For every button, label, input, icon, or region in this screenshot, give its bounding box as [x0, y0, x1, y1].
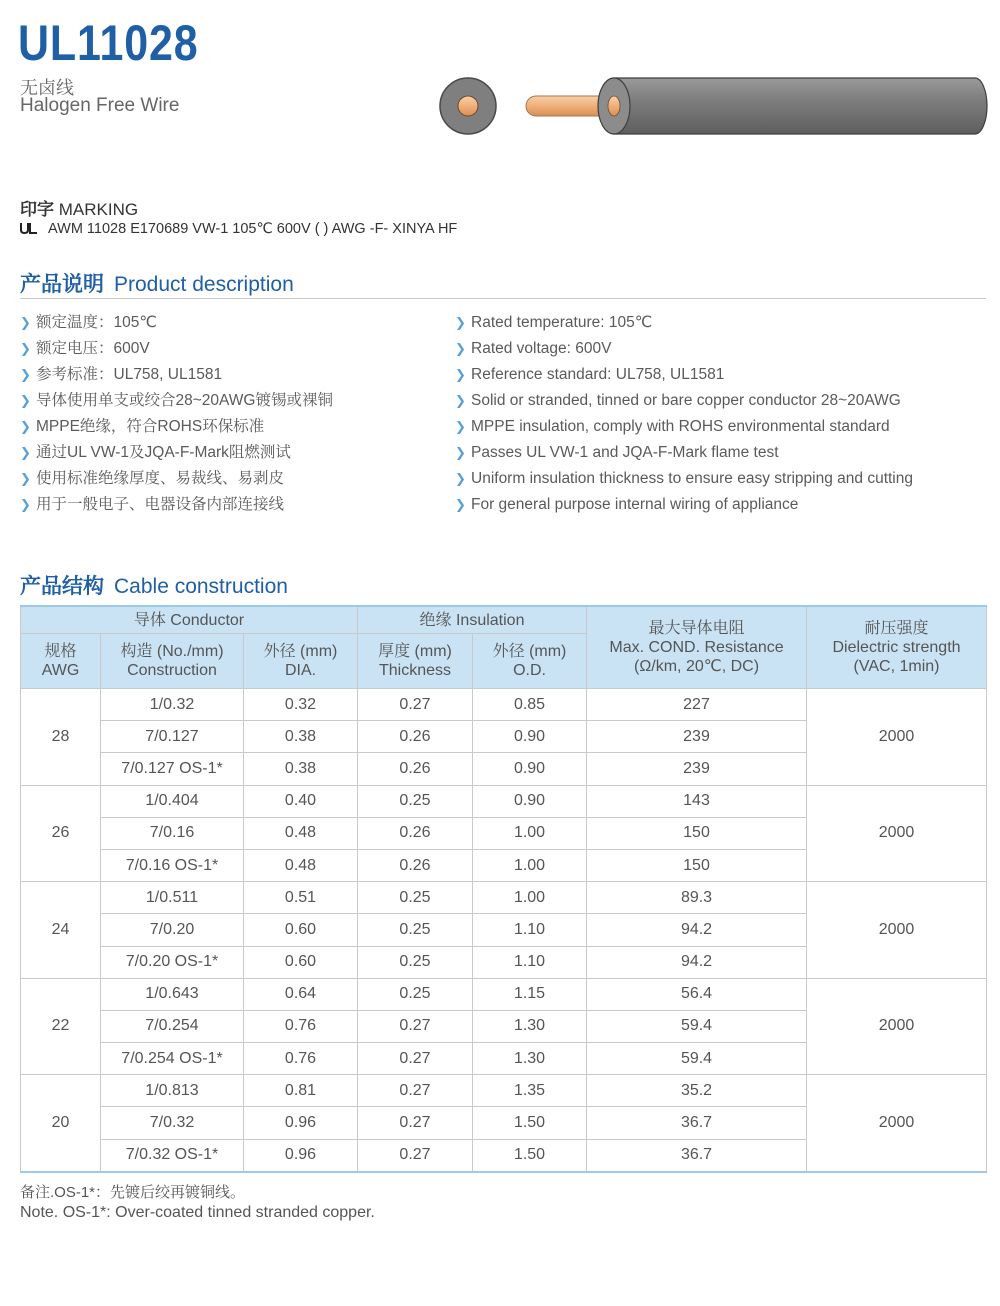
- cell-resistance: 239: [587, 753, 807, 785]
- cell-dia: 0.48: [244, 817, 358, 849]
- description-text: Solid or stranded, tinned or bare copper conductor 28~20AWG: [471, 392, 901, 409]
- chevron-right-icon: ❯: [20, 367, 31, 382]
- cell-dielectric: 2000: [807, 689, 987, 786]
- cell-construction: 1/0.32: [101, 689, 244, 721]
- cell-resistance: 59.4: [587, 1043, 807, 1075]
- cell-od: 1.50: [473, 1139, 587, 1172]
- description-item: [455, 466, 913, 492]
- header-od-en: O.D.: [513, 662, 546, 679]
- cell-dia: 0.60: [244, 946, 358, 978]
- chevron-right-icon: ❯: [455, 497, 466, 512]
- description-text: Uniform insulation thickness to ensure easy stripping and cutting: [471, 470, 913, 487]
- header-conductor: 导体 Conductor: [21, 606, 358, 634]
- cell-dielectric: 2000: [807, 978, 987, 1075]
- cell-thickness: 0.25: [358, 978, 473, 1010]
- header-insulation: 绝缘 Insulation: [358, 606, 587, 634]
- header-thickness: [358, 634, 473, 689]
- cell-od: 1.30: [473, 1043, 587, 1075]
- cell-resistance: 36.7: [587, 1107, 807, 1139]
- cell-resistance: 94.2: [587, 914, 807, 946]
- description-list-cn: [20, 310, 333, 518]
- cell-thickness: 0.25: [358, 914, 473, 946]
- cell-resistance: 150: [587, 817, 807, 849]
- cell-construction: 1/0.813: [101, 1075, 244, 1107]
- description-item: [455, 336, 913, 362]
- cable-construction-title: [20, 570, 288, 600]
- cell-construction: 7/0.16: [101, 817, 244, 849]
- cell-thickness: 0.26: [358, 721, 473, 753]
- cell-od: 0.90: [473, 753, 587, 785]
- chevron-right-icon: ❯: [455, 367, 466, 382]
- cell-od: 1.30: [473, 1010, 587, 1042]
- chevron-right-icon: ❯: [20, 497, 31, 512]
- cell-od: 1.00: [473, 817, 587, 849]
- cell-construction: 7/0.32: [101, 1107, 244, 1139]
- cell-thickness: 0.26: [358, 817, 473, 849]
- cell-od: 0.85: [473, 689, 587, 721]
- description-item: [455, 440, 913, 466]
- cell-thickness: 0.27: [358, 1043, 473, 1075]
- table-row: [21, 785, 987, 817]
- cell-resistance: 59.4: [587, 1010, 807, 1042]
- header-od-cn: 外径 (mm): [492, 643, 567, 660]
- cell-dia: 0.76: [244, 1010, 358, 1042]
- chevron-right-icon: ❯: [20, 315, 31, 330]
- ul-recognized-mark-icon: [20, 222, 38, 237]
- cell-od: 0.90: [473, 785, 587, 817]
- cell-dia: 0.40: [244, 785, 358, 817]
- section-title-en: Product description: [114, 273, 294, 296]
- cell-thickness: 0.27: [358, 1139, 473, 1172]
- description-item: [20, 440, 333, 466]
- description-item: [20, 492, 333, 518]
- spec-table: [20, 605, 987, 1173]
- cell-od: 1.10: [473, 914, 587, 946]
- chevron-right-icon: ❯: [20, 471, 31, 486]
- product-description-title: [20, 268, 294, 298]
- chevron-right-icon: ❯: [20, 419, 31, 434]
- cell-construction: 7/0.16 OS-1*: [101, 849, 244, 881]
- header-construction: [101, 634, 244, 689]
- cell-awg: 20: [21, 1075, 101, 1172]
- chevron-right-icon: ❯: [20, 445, 31, 460]
- chevron-right-icon: ❯: [455, 393, 466, 408]
- description-item: [20, 466, 333, 492]
- cell-dia: 0.60: [244, 914, 358, 946]
- cell-thickness: 0.27: [358, 1075, 473, 1107]
- divider: [20, 298, 986, 299]
- description-item: [455, 414, 913, 440]
- chevron-right-icon: ❯: [455, 315, 466, 330]
- description-item: [455, 388, 913, 414]
- description-text: Reference standard: UL758, UL1581: [471, 366, 725, 383]
- section-title-en: Cable construction: [114, 575, 288, 598]
- cell-resistance: 35.2: [587, 1075, 807, 1107]
- header-dia-cn: 外径 (mm): [263, 643, 338, 660]
- marking-heading-cn: 印字: [20, 200, 54, 219]
- chevron-right-icon: ❯: [455, 471, 466, 486]
- subtitle-cn: 无卤线: [20, 78, 74, 98]
- description-item: [20, 336, 333, 362]
- header-construction-cn: 构造 (No./mm): [120, 643, 224, 660]
- table-row: [21, 689, 987, 721]
- cell-od: 1.00: [473, 849, 587, 881]
- description-text: 参考标准：UL758, UL1581: [36, 366, 223, 383]
- header-resistance: [587, 606, 807, 689]
- cell-resistance: 227: [587, 689, 807, 721]
- cell-od: 1.50: [473, 1107, 587, 1139]
- cell-thickness: 0.26: [358, 753, 473, 785]
- cell-awg: 26: [21, 785, 101, 882]
- cell-thickness: 0.27: [358, 689, 473, 721]
- description-item: [20, 362, 333, 388]
- cell-od: 0.90: [473, 721, 587, 753]
- wire-side-view: [526, 78, 987, 134]
- cell-dia: 0.64: [244, 978, 358, 1010]
- header-dielectric: [807, 606, 987, 689]
- cell-thickness: 0.25: [358, 882, 473, 914]
- header-awg-cn: 规格: [44, 643, 77, 660]
- header-od: [473, 634, 587, 689]
- cell-thickness: 0.27: [358, 1010, 473, 1042]
- table-row: [21, 882, 987, 914]
- description-text: MPPE绝缘，符合ROHS环保标准: [36, 418, 265, 435]
- description-text: 额定温度：105℃: [36, 314, 157, 331]
- description-item: [455, 310, 913, 336]
- header-resistance-cn: 最大导体电阻: [648, 620, 745, 637]
- header-dia: [244, 634, 358, 689]
- marking-text: AWM 11028 E170689 VW-1 105℃ 600V ( ) AWG -F- XINYA HF: [48, 221, 458, 237]
- cell-construction: 7/0.32 OS-1*: [101, 1139, 244, 1172]
- cell-thickness: 0.26: [358, 849, 473, 881]
- header-dielectric-en: Dielectric strength: [832, 639, 961, 656]
- chevron-right-icon: ❯: [455, 341, 466, 356]
- cell-construction: 7/0.254 OS-1*: [101, 1043, 244, 1075]
- cell-resistance: 89.3: [587, 882, 807, 914]
- header-thickness-en: Thickness: [378, 662, 452, 679]
- cell-resistance: 36.7: [587, 1139, 807, 1172]
- header-dielectric-cn: 耐压强度: [864, 620, 929, 637]
- marking-line: [20, 221, 457, 237]
- marking-heading-en: MARKING: [58, 200, 139, 219]
- description-text: 导体使用单支或绞合28~20AWG镀锡或裸铜: [36, 392, 333, 409]
- description-text: 通过UL VW-1及JQA-F-Mark阻燃测试: [36, 444, 291, 461]
- section-title-cn: 产品结构: [20, 575, 104, 598]
- table-row: [21, 978, 987, 1010]
- cell-construction: 1/0.404: [101, 785, 244, 817]
- description-item: [20, 414, 333, 440]
- cell-construction: 1/0.511: [101, 882, 244, 914]
- description-text: MPPE insulation, comply with ROHS environmental standard: [471, 418, 890, 435]
- cell-dia: 0.38: [244, 721, 358, 753]
- subtitle-en: Halogen Free Wire: [20, 95, 180, 116]
- cell-dia: 0.38: [244, 753, 358, 785]
- wire-illustration: [430, 66, 990, 146]
- cell-construction: 7/0.127 OS-1*: [101, 753, 244, 785]
- page-title: UL11028: [18, 15, 199, 71]
- description-text: Passes UL VW-1 and JQA-F-Mark flame test: [471, 444, 779, 461]
- header-resistance-en: Max. COND. Resistance: [609, 639, 784, 656]
- table-row: [21, 1075, 987, 1107]
- chevron-right-icon: ❯: [20, 393, 31, 408]
- cell-construction: 7/0.20 OS-1*: [101, 946, 244, 978]
- description-text: 额定电压：600V: [36, 340, 150, 357]
- cell-dia: 0.96: [244, 1139, 358, 1172]
- description-item: [455, 362, 913, 388]
- cell-awg: 22: [21, 978, 101, 1075]
- header-resistance-unit: (Ω/km, 20℃, DC): [633, 658, 760, 675]
- section-title-cn: 产品说明: [20, 273, 104, 296]
- header-dia-en: DIA.: [284, 662, 317, 679]
- description-text: Rated voltage: 600V: [471, 340, 612, 357]
- chevron-right-icon: ❯: [455, 445, 466, 460]
- cell-thickness: 0.27: [358, 1107, 473, 1139]
- cell-dielectric: 2000: [807, 882, 987, 979]
- header-awg: [21, 634, 101, 689]
- header-construction-en: Construction: [127, 662, 217, 679]
- description-item: [455, 492, 913, 518]
- cell-construction: 7/0.254: [101, 1010, 244, 1042]
- cell-dia: 0.76: [244, 1043, 358, 1075]
- description-item: [20, 310, 333, 336]
- description-list-en: [455, 310, 913, 518]
- cell-dia: 0.51: [244, 882, 358, 914]
- cell-od: 1.00: [473, 882, 587, 914]
- header-dielectric-unit: (VAC, 1min): [853, 658, 940, 675]
- cell-resistance: 143: [587, 785, 807, 817]
- cell-od: 1.10: [473, 946, 587, 978]
- description-item: [20, 388, 333, 414]
- cell-resistance: 150: [587, 849, 807, 881]
- cell-dia: 0.48: [244, 849, 358, 881]
- cell-construction: 7/0.127: [101, 721, 244, 753]
- header-thickness-cn: 厚度 (mm): [378, 643, 452, 660]
- cell-od: 1.15: [473, 978, 587, 1010]
- chevron-right-icon: ❯: [455, 419, 466, 434]
- cell-thickness: 0.25: [358, 946, 473, 978]
- cell-resistance: 239: [587, 721, 807, 753]
- description-text: 使用标准绝缘厚度、易裁线、易剥皮: [36, 470, 285, 487]
- wire-cross-section: [440, 78, 496, 134]
- chevron-right-icon: ❯: [20, 341, 31, 356]
- cell-thickness: 0.25: [358, 785, 473, 817]
- note-en: Note. OS-1*: Over-coated tinned stranded copper.: [20, 1204, 375, 1221]
- description-text: 用于一般电子、电器设备内部连接线: [36, 496, 285, 513]
- cell-resistance: 94.2: [587, 946, 807, 978]
- cell-awg: 24: [21, 882, 101, 979]
- cell-resistance: 56.4: [587, 978, 807, 1010]
- marking-heading: [20, 195, 138, 220]
- cell-od: 1.35: [473, 1075, 587, 1107]
- note-cn: 备注.OS-1*：先镀后绞再镀铜线。: [20, 1184, 246, 1201]
- cell-awg: 28: [21, 689, 101, 786]
- cell-construction: 7/0.20: [101, 914, 244, 946]
- cell-dia: 0.81: [244, 1075, 358, 1107]
- cell-dia: 0.96: [244, 1107, 358, 1139]
- cell-dielectric: 2000: [807, 1075, 987, 1172]
- description-text: For general purpose internal wiring of appliance: [471, 496, 799, 513]
- header-awg-en: AWG: [41, 662, 80, 679]
- cell-dielectric: 2000: [807, 785, 987, 882]
- description-text: Rated temperature: 105℃: [471, 314, 653, 331]
- cell-construction: 1/0.643: [101, 978, 244, 1010]
- cell-dia: 0.32: [244, 689, 358, 721]
